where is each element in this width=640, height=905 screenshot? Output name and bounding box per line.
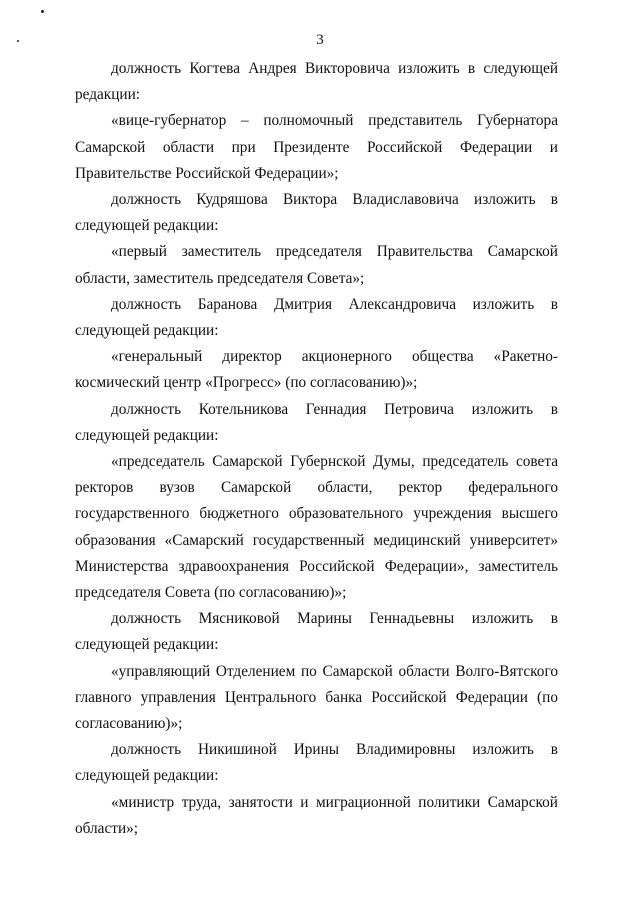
- scan-speck: [41, 10, 44, 13]
- page-number: 3: [316, 32, 324, 48]
- paragraph-position-myasnikova: должность Мясниковой Марины Геннадьевны изложить в следующей редакции:: [75, 610, 558, 654]
- document-body: [75, 56, 558, 842]
- paragraph-text-vice-governor: «вице-губернатор – полномочный представитель Губернатора Самарской области при Президенте Российской Федерации и Правительстве Российской Федерации»;: [75, 112, 558, 182]
- paragraph-text-labor-minister: «министр труда, занятости и миграционной политики Самарской области»;: [75, 793, 558, 837]
- paragraph-position-baranov: должность Баранова Дмитрия Александровича изложить в следующей редакции:: [75, 295, 558, 340]
- paragraph-position-kudryashov: должность Кудряшова Виктора Владиславовича изложить в следующей редакции:: [75, 191, 558, 235]
- paragraph-text-bank-manager: «управляющий Отделением по Самарской области Волго-Вятского главного управления Центрального банка Российской Федерации (по согласованию)»;: [75, 662, 558, 733]
- paragraph-text-first-deputy: «первый заместитель председателя Правительства Самарской области, заместитель председателя Совета»;: [75, 243, 558, 287]
- paragraph-position-kogtev: должность Когтева Андрея Викторовича изложить в следующей редакции:: [75, 60, 558, 104]
- paragraph-position-nikishina: должность Никишиной Ирины Владимировны изложить в следующей редакции:: [75, 741, 558, 785]
- paragraph-position-kotelnikov: должность Котельникова Геннадия Петровича изложить в следующей редакции:: [75, 400, 558, 444]
- paragraph-text-duma-chairman: «председатель Самарской Губернской Думы, председатель совета ректоров вузов Самарской области, ректор федерального государственного бюджетного образовательного учреждения высшего образования «Самарский государственный медицинский университет» Министерства здравоохранения Российской Федерации», заместитель председателя Совета (по согласованию)»;: [75, 453, 558, 602]
- paragraph-text-general-director: «генеральный директор акционерного общества «Ракетно-космический центр «Прогресс» (по согласованию)»;: [75, 348, 558, 392]
